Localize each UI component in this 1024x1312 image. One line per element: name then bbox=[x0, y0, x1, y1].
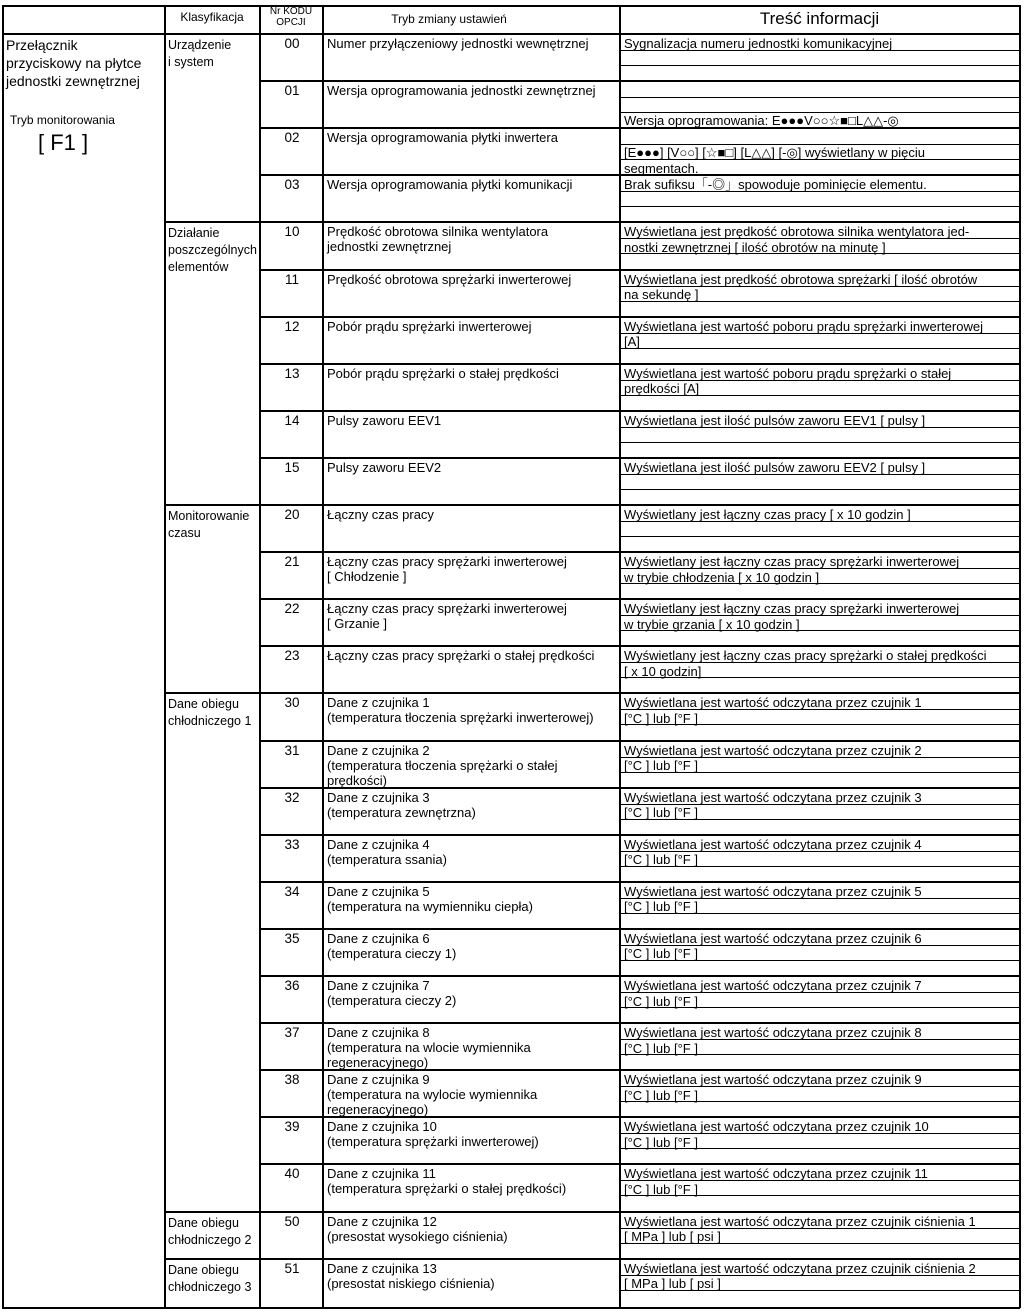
option-code: 12 bbox=[284, 318, 300, 334]
setting-mode: Wersja oprogramowania płytki inwertera bbox=[327, 130, 558, 146]
info-text: Wyświetlany jest łączny czas pracy sprężarki o stałej prędkości [ x 10 godzin] bbox=[624, 648, 987, 679]
info-text: Wyświetlana jest wartość odczytana przez czujnik 5 [°C ] lub [°F ] bbox=[624, 883, 922, 915]
setting-mode: Dane z czujnika 13 (presostat niskiego ciśnienia) bbox=[327, 1260, 495, 1291]
option-code: 30 bbox=[284, 695, 300, 711]
option-code: 23 bbox=[284, 648, 300, 664]
info-text: Wyświetlana jest wartość poboru prądu sprężarki inwerterowej [A] bbox=[624, 318, 983, 350]
info-text: Wyświetlana jest wartość odczytana przez czujnik ciśnienia 1 [ MPa ] lub [ psi ] bbox=[624, 1213, 976, 1244]
info-text: Brak sufiksu「-◎」spowoduje pominięcie elementu. bbox=[624, 177, 927, 193]
info-text: Wyświetlany jest łączny czas pracy [ x 10 godzin ] bbox=[624, 507, 911, 522]
setting-mode: Wersja oprogramowania jednostki zewnętrznej bbox=[327, 83, 596, 99]
row-divider bbox=[259, 269, 1020, 271]
option-code: 15 bbox=[284, 459, 300, 475]
info-rule bbox=[620, 442, 1019, 443]
switch-description: Przełącznik przyciskowy na płytce jednostki zewnętrznej bbox=[6, 37, 142, 89]
row-divider bbox=[259, 174, 1020, 176]
group-divider bbox=[164, 504, 1020, 506]
setting-mode: Prędkość obrotowa silnika wentylatora jednostki zewnętrznej bbox=[327, 224, 549, 255]
info-rule bbox=[620, 65, 1019, 66]
header-bottom-border bbox=[2, 33, 1020, 35]
row-divider bbox=[259, 80, 1020, 82]
setting-mode: Łączny czas pracy sprężarki inwerterowej [ Chłodzenie ] bbox=[327, 554, 567, 585]
setting-mode: Dane z czujnika 1 (temperatura tłoczenia sprężarki inwerterowej) bbox=[327, 695, 594, 726]
setting-mode: Numer przyłączeniowy jednostki wewnętrznej bbox=[327, 36, 589, 51]
group-label: Działanie poszczególnych elementów bbox=[168, 226, 257, 275]
row-divider bbox=[259, 834, 1020, 836]
setting-mode: Dane z czujnika 5 (temperatura na wymienniku ciepła) bbox=[327, 883, 533, 914]
setting-mode: Dane z czujnika 11 (temperatura sprężarki o stałej prędkości) bbox=[327, 1166, 567, 1197]
info-text: Wyświetlana jest wartość odczytana przez czujnik 6 [°C ] lub [°F ] bbox=[624, 930, 922, 962]
info-text: Wyświetlana jest wartość odczytana przez czujnik 4 [°C ] lub [°F ] bbox=[624, 836, 922, 868]
header-kod bbox=[260, 6, 322, 28]
option-code: 13 bbox=[284, 365, 300, 381]
setting-mode: Pulsy zaworu EEV1 bbox=[327, 412, 442, 428]
group-label: Dane obiegu chłodniczego 3 bbox=[168, 1262, 252, 1294]
row-divider bbox=[259, 551, 1020, 553]
option-code: 20 bbox=[284, 507, 300, 522]
row-divider bbox=[259, 928, 1020, 930]
setting-mode: Pobór prądu sprężarki inwerterowej bbox=[327, 318, 532, 334]
monitoring-mode-code: [ F1 ] bbox=[38, 130, 89, 155]
info-rule bbox=[620, 206, 1019, 207]
option-code: 22 bbox=[284, 601, 300, 617]
info-text: Wyświetlana jest wartość odczytana przez czujnik 7 [°C ] lub [°F ] bbox=[624, 978, 922, 1009]
option-code: 11 bbox=[284, 271, 299, 287]
group-divider bbox=[164, 221, 1020, 223]
info-text: Wyświetlana jest prędkość obrotowa sprężarki [ ilość obrotów na sekundę ] bbox=[624, 271, 978, 302]
row-divider bbox=[259, 316, 1020, 318]
column-divider-1 bbox=[164, 5, 166, 1308]
setting-mode: Łączny czas pracy bbox=[327, 507, 434, 522]
setting-mode: Łączny czas pracy sprężarki o stałej prędkości bbox=[327, 648, 595, 664]
group-label: Monitorowanie czasu bbox=[168, 509, 250, 540]
header-kod-line1: Nr KODU bbox=[269, 6, 313, 17]
option-code: 03 bbox=[284, 177, 300, 193]
info-text: Wyświetlany jest łączny czas pracy sprężarki inwerterowej w trybie grzania [ x 10 godzin ] bbox=[624, 601, 960, 632]
group-divider bbox=[164, 1211, 1020, 1213]
info-text: Wyświetlana jest wartość odczytana przez czujnik 2 [°C ] lub [°F ] bbox=[624, 742, 922, 773]
option-code: 32 bbox=[284, 789, 300, 805]
setting-mode: Dane z czujnika 2 (temperatura tłoczenia sprężarki o stałej prędkości) bbox=[327, 742, 558, 788]
info-text: Wyświetlana jest wartość odczytana przez czujnik 8 [°C ] lub [°F ] bbox=[624, 1025, 922, 1056]
header-kod-line2: OPCJI bbox=[276, 17, 306, 28]
setting-mode: Dane z czujnika 9 (temperatura na wylocie wymiennika regeneracyjnego) bbox=[327, 1072, 538, 1118]
row-divider bbox=[259, 457, 1020, 459]
row-divider bbox=[259, 1163, 1020, 1165]
row-divider bbox=[259, 787, 1020, 789]
option-code: 33 bbox=[284, 836, 300, 852]
option-code: 38 bbox=[284, 1072, 300, 1088]
info-text: Sygnalizacja numeru jednostki komunikacyjnej bbox=[624, 36, 893, 51]
setting-mode: Pobór prądu sprężarki o stałej prędkości bbox=[327, 365, 559, 381]
info-text: Wyświetlana jest wartość odczytana przez czujnik 9 [°C ] lub [°F ] bbox=[624, 1072, 922, 1103]
row-divider bbox=[259, 598, 1020, 600]
row-divider bbox=[259, 645, 1020, 647]
option-code: 51 bbox=[284, 1260, 300, 1276]
table-right-border bbox=[1019, 5, 1021, 1308]
setting-mode: Pulsy zaworu EEV2 bbox=[327, 459, 442, 475]
table-top-border bbox=[2, 5, 1020, 7]
group-label: Dane obiegu chłodniczego 2 bbox=[168, 1215, 252, 1247]
row-divider bbox=[259, 740, 1020, 742]
info-text: Wyświetlana jest wartość odczytana przez czujnik 3 [°C ] lub [°F ] bbox=[624, 789, 922, 821]
setting-mode: Dane z czujnika 10 (temperatura sprężarki inwerterowej) bbox=[327, 1119, 539, 1150]
info-text: Wyświetlana jest wartość odczytana przez czujnik 11 [°C ] lub [°F ] bbox=[624, 1166, 928, 1197]
info-text: Wyświetlana jest ilość pulsów zaworu EEV2 [ pulsy ] bbox=[624, 459, 926, 475]
info-text: Wyświetlana jest wartość poboru prądu sprężarki o stałej prędkości [A] bbox=[624, 365, 952, 397]
info-text: Wyświetlana jest wartość odczytana przez czujnik 10 [°C ] lub [°F ] bbox=[624, 1119, 929, 1150]
setting-mode: Dane z czujnika 8 (temperatura na wlocie wymiennika regeneracyjnego) bbox=[327, 1025, 531, 1071]
group-label: Urządzenie i system bbox=[168, 38, 232, 69]
option-code: 02 bbox=[284, 130, 300, 146]
monitoring-mode-label: Tryb monitorowania bbox=[10, 113, 115, 127]
row-divider bbox=[259, 127, 1020, 129]
option-code: 31 bbox=[284, 742, 300, 758]
group-divider bbox=[164, 692, 1020, 694]
option-code: 34 bbox=[284, 883, 300, 899]
option-code: 39 bbox=[284, 1119, 300, 1135]
setting-mode: Wersja oprogramowania płytki komunikacji bbox=[327, 177, 573, 193]
row-divider bbox=[259, 363, 1020, 365]
group-divider bbox=[164, 1258, 1020, 1260]
setting-mode: Dane z czujnika 3 (temperatura zewnętrzna) bbox=[327, 789, 476, 820]
info-text: [E●●●] [V○○] [☆■□] [L△△] [-◎] wyświetlany w pięciu segmentach. bbox=[624, 145, 925, 176]
setting-mode: Dane z czujnika 7 (temperatura cieczy 2) bbox=[327, 978, 457, 1008]
option-code: 14 bbox=[284, 412, 300, 428]
info-rule bbox=[620, 489, 1019, 490]
info-text: Wyświetlana jest wartość odczytana przez czujnik 1 [°C ] lub [°F ] bbox=[624, 695, 922, 726]
setting-mode: Dane z czujnika 12 (presostat wysokiego ciśnienia) bbox=[327, 1213, 508, 1244]
option-code: 00 bbox=[284, 36, 300, 51]
option-code: 37 bbox=[284, 1025, 300, 1041]
info-text: Wyświetlany jest łączny czas pracy sprężarki inwerterowej w trybie chłodzenia [ x 10 godzin ] bbox=[624, 554, 960, 585]
header-klasyfikacja: Klasyfikacja bbox=[180, 10, 244, 24]
header-tryb: Tryb zmiany ustawień bbox=[391, 12, 507, 26]
setting-mode: Dane z czujnika 4 (temperatura ssania) bbox=[327, 836, 447, 867]
option-code: 40 bbox=[284, 1166, 300, 1182]
setting-mode: Łączny czas pracy sprężarki inwerterowej [ Grzanie ] bbox=[327, 601, 567, 632]
row-divider bbox=[259, 1116, 1020, 1118]
info-text: Wyświetlana jest prędkość obrotowa silnika wentylatora jed- nostki zewnętrznej [ ilość obrotów na minutę ] bbox=[624, 224, 970, 255]
table-bottom-border bbox=[2, 1307, 1020, 1309]
row-divider bbox=[259, 410, 1020, 412]
setting-mode: Prędkość obrotowa sprężarki inwerterowej bbox=[327, 271, 572, 287]
column-divider-4 bbox=[619, 5, 621, 1308]
info-text: Wyświetlana jest wartość odczytana przez czujnik ciśnienia 2 [ MPa ] lub [ psi ] bbox=[624, 1260, 976, 1292]
option-code: 35 bbox=[284, 930, 300, 946]
option-code: 10 bbox=[284, 224, 300, 240]
header-tresc: Treść informacji bbox=[759, 9, 880, 28]
row-divider bbox=[259, 1022, 1020, 1024]
info-rule bbox=[620, 97, 1019, 98]
setting-mode: Dane z czujnika 6 (temperatura cieczy 1) bbox=[327, 930, 457, 961]
option-code: 21 bbox=[284, 554, 300, 570]
row-divider bbox=[259, 975, 1020, 977]
row-divider bbox=[259, 1069, 1020, 1071]
info-text: Wyświetlana jest ilość pulsów zaworu EEV1 [ pulsy ] bbox=[624, 412, 926, 428]
table-left-border bbox=[2, 5, 4, 1308]
row-divider bbox=[259, 881, 1020, 883]
option-code: 36 bbox=[284, 978, 300, 993]
info-text: Wersja oprogramowania: E●●●V○○☆■□L△△-◎ bbox=[624, 113, 899, 129]
option-code: 50 bbox=[284, 1213, 300, 1229]
option-code: 01 bbox=[284, 83, 300, 99]
group-label: Dane obiegu chłodniczego 1 bbox=[168, 697, 252, 729]
info-rule bbox=[620, 536, 1019, 537]
